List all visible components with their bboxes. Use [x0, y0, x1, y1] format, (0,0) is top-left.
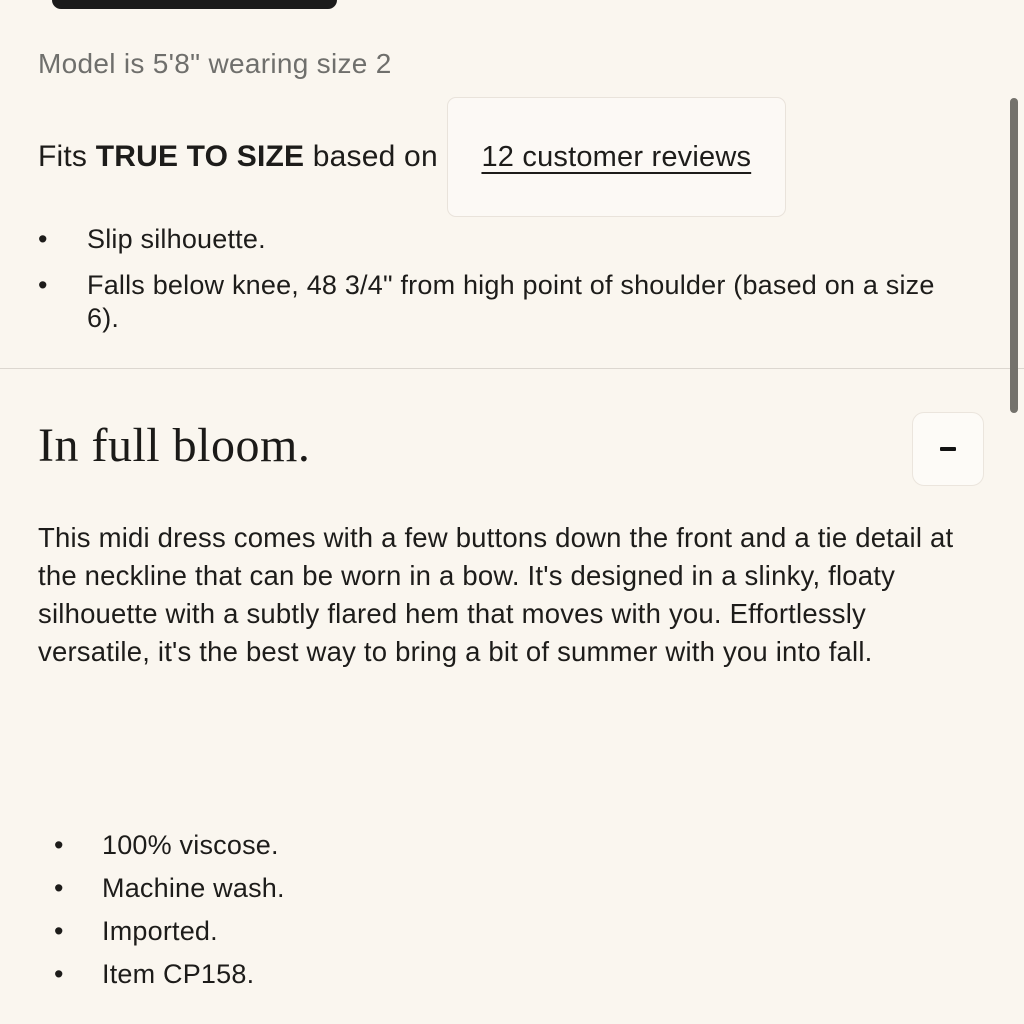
- partially-visible-button[interactable]: [52, 0, 337, 9]
- product-description: This midi dress comes with a few buttons down the front and a tie detail at the neckline that can be worn in a bow. It's designed in a slinky, floaty silhouette with a subtly flared hem that moves with you. Effortlessly versatile, it's the best way to bring a bit of summer with you into fall.: [38, 522, 954, 667]
- minus-icon: [940, 447, 956, 451]
- collapse-section-button[interactable]: [912, 412, 984, 486]
- product-details-list: [54, 829, 954, 1001]
- fit-details-list: [38, 223, 966, 348]
- fit-emphasis: TRUE TO SIZE: [95, 140, 305, 173]
- fit-summary-row: [38, 97, 786, 217]
- section-divider: [0, 368, 1024, 369]
- customer-reviews-link[interactable]: 12 customer reviews: [481, 140, 752, 173]
- product-detail-item: • Machine wash.: [54, 872, 954, 905]
- fit-detail-item: • Slip silhouette.: [38, 223, 966, 256]
- fit-prefix: Fits: [38, 140, 88, 173]
- fit-suffix: based on: [312, 140, 438, 173]
- fit-summary-text: [38, 140, 438, 174]
- product-detail-item: • Imported.: [54, 915, 954, 948]
- fit-detail-item: • Falls below knee, 48 3/4" from high point of shoulder (based on a size 6).: [38, 269, 966, 335]
- scrollbar-thumb[interactable]: [1010, 98, 1018, 413]
- customer-reviews-box: [447, 97, 786, 217]
- product-detail-item: • 100% viscose.: [54, 829, 954, 862]
- section-heading: In full bloom.: [38, 419, 311, 472]
- product-detail-item: • Item CP158.: [54, 958, 954, 991]
- model-info-text: Model is 5'8" wearing size 2: [38, 48, 392, 79]
